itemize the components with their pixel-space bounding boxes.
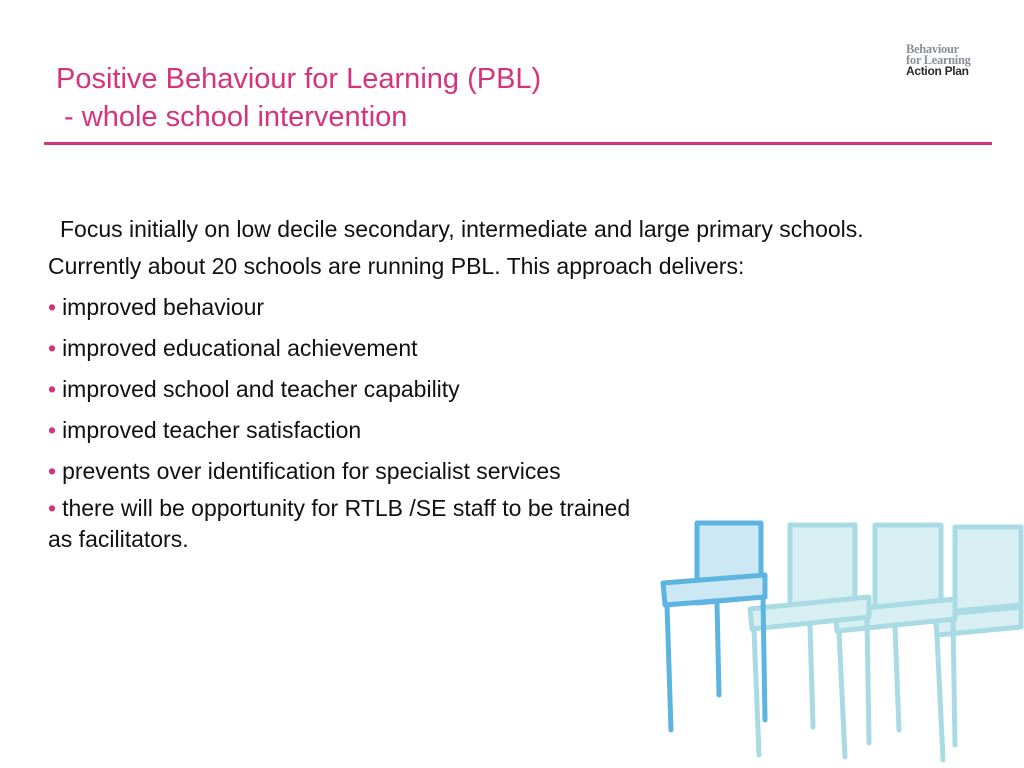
list-item-text: improved school and teacher capability (62, 376, 460, 402)
list-item-text: improved behaviour (62, 294, 265, 320)
behaviour-for-learning-logo (906, 44, 996, 77)
list-item (48, 493, 648, 555)
bullet-icon: • (48, 458, 57, 484)
bullet-icon: • (48, 335, 57, 361)
title-line-2: - whole school intervention (56, 101, 408, 133)
logo-line-1: Behaviour (906, 42, 959, 56)
list-item-text: there will be opportunity for RTLB /SE staff to be trained as facilitators. (48, 495, 631, 552)
bullet-icon: • (48, 417, 57, 443)
list-item (48, 288, 908, 326)
chair-icon (750, 525, 869, 755)
bullet-icon: • (48, 495, 57, 521)
list-item-text: improved teacher satisfaction (62, 417, 362, 443)
title-line-1: Positive Behaviour for Learning (PBL) (56, 63, 542, 95)
chairs-illustration (655, 515, 1024, 768)
chair-icon (935, 527, 1021, 760)
list-item (48, 452, 908, 490)
bullet-icon: • (48, 294, 57, 320)
list-item (48, 411, 908, 449)
intro-text: Focus initially on low decile secondary, intermediate and large primary schools. Currently about 20 schools are running PBL. This approach delivers: (48, 216, 864, 279)
list-item-text: improved educational achievement (62, 335, 418, 361)
list-item (48, 329, 908, 367)
list-item-text: prevents over identification for specialist services (62, 458, 561, 484)
logo-line-3: Action Plan (906, 64, 969, 78)
slide-body (48, 211, 908, 558)
title-underline-divider (44, 142, 992, 145)
logo-line-2: for Learning (906, 53, 971, 67)
slide-title (56, 60, 541, 136)
list-item (48, 370, 908, 408)
bullet-icon: • (48, 376, 57, 402)
intro-paragraph (48, 211, 908, 285)
